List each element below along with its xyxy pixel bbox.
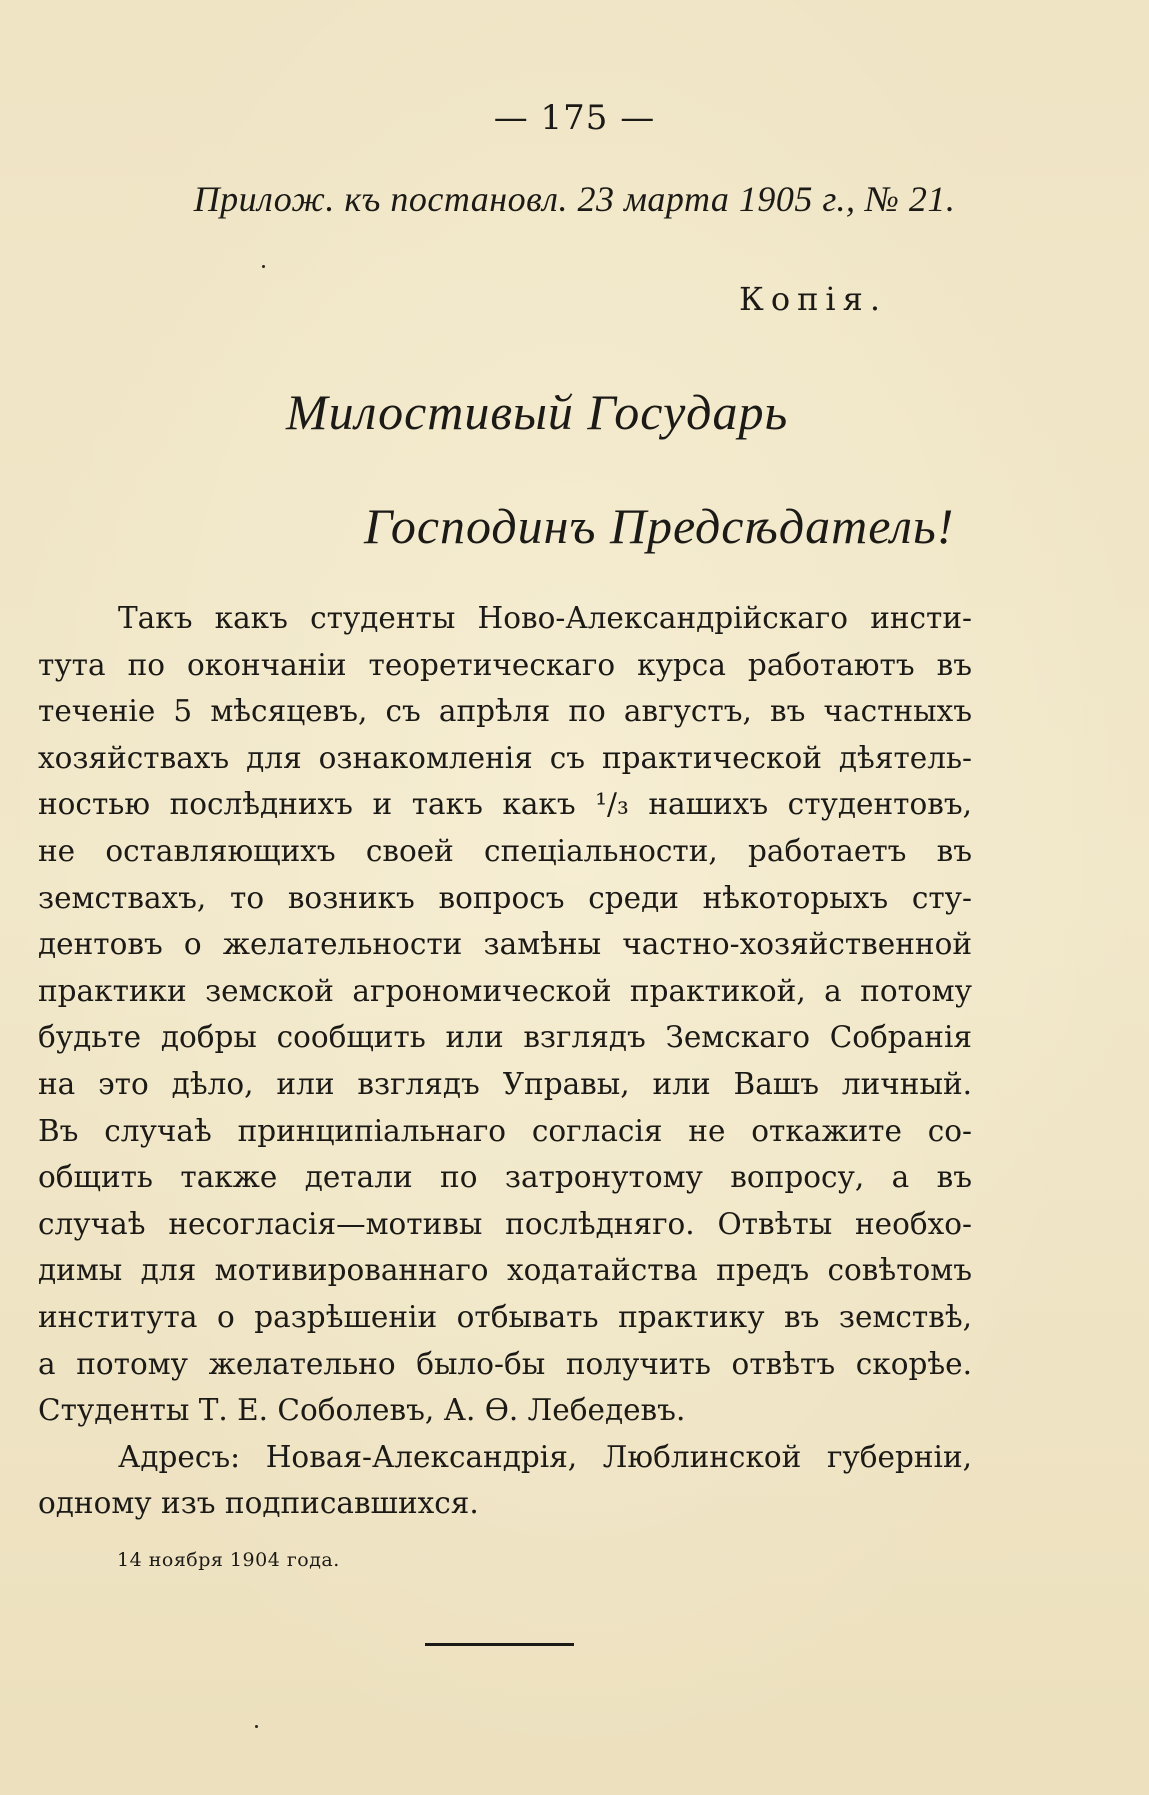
body-line: теченіе 5 мѣсяцевъ, съ апрѣля по августъ, въ частныхъ [38, 694, 972, 729]
letter-date: 14 ноября 1904 года. [117, 1549, 340, 1571]
salutation-line-1: Милостивый Государь [286, 384, 789, 440]
body-line: не оставляющихъ своей спеціальности, работаетъ въ [38, 833, 972, 868]
body-line: Такъ какъ студенты Ново-Александрійскаго инсти- [118, 601, 972, 635]
signature-line: Студенты Т. Е. Соболевъ, А. Ѳ. Лебедевъ. [38, 1393, 686, 1428]
salutation-line-2: Господинъ Предсѣдатель! [364, 498, 955, 554]
body-line: института о разрѣшеніи отбывать практику въ земствѣ, [38, 1299, 972, 1334]
appendix-reference: Прилож. къ постановл. 23 марта 1905 г., № 21. [193, 179, 956, 219]
copy-label: Копія. [739, 280, 887, 318]
body-line: на это дѣло, или взглядъ Управы, или Вашъ личный. [38, 1066, 972, 1101]
address-line: Адресъ: Новая-Александрія, Люблинской губерніи, [118, 1439, 972, 1474]
body-line: случаѣ несогласія—мотивы послѣдняго. Отвѣты необхо- [38, 1206, 972, 1241]
body-line: а потому желательно было-бы получить отвѣтъ скорѣе. [38, 1346, 972, 1381]
paper-speck [255, 1725, 258, 1728]
body-line: Въ случаѣ принципіальнаго согласія не откажите со- [38, 1113, 972, 1148]
body-line: земствахъ, то возникъ вопросъ среди нѣкоторыхъ сту- [38, 880, 972, 915]
page-number: — 175 — [493, 98, 656, 138]
letter-body [38, 595, 972, 1527]
section-divider [425, 1643, 574, 1646]
address-line: одному изъ подписавшихся. [38, 1486, 479, 1521]
body-line: хозяйствахъ для ознакомленія съ практической дѣятель- [38, 740, 972, 775]
body-line: димы для мотивированнаго ходатайства предъ совѣтомъ [38, 1253, 972, 1288]
body-line: дентовъ о желательности замѣны частно-хозяйственной [38, 927, 972, 962]
body-line: тута по окончаніи теоретическаго курса работаютъ въ [38, 647, 972, 682]
body-line: практики земской агрономической практикой, а потому [38, 973, 972, 1008]
body-line: ностью послѣднихъ и такъ какъ ¹/₃ нашихъ студентовъ, [38, 787, 972, 822]
body-line: будьте добры сообщить или взглядъ Земскаго Собранія [38, 1020, 972, 1055]
paper-speck [262, 265, 265, 268]
body-line: общить также детали по затронутому вопросу, а въ [38, 1160, 972, 1195]
